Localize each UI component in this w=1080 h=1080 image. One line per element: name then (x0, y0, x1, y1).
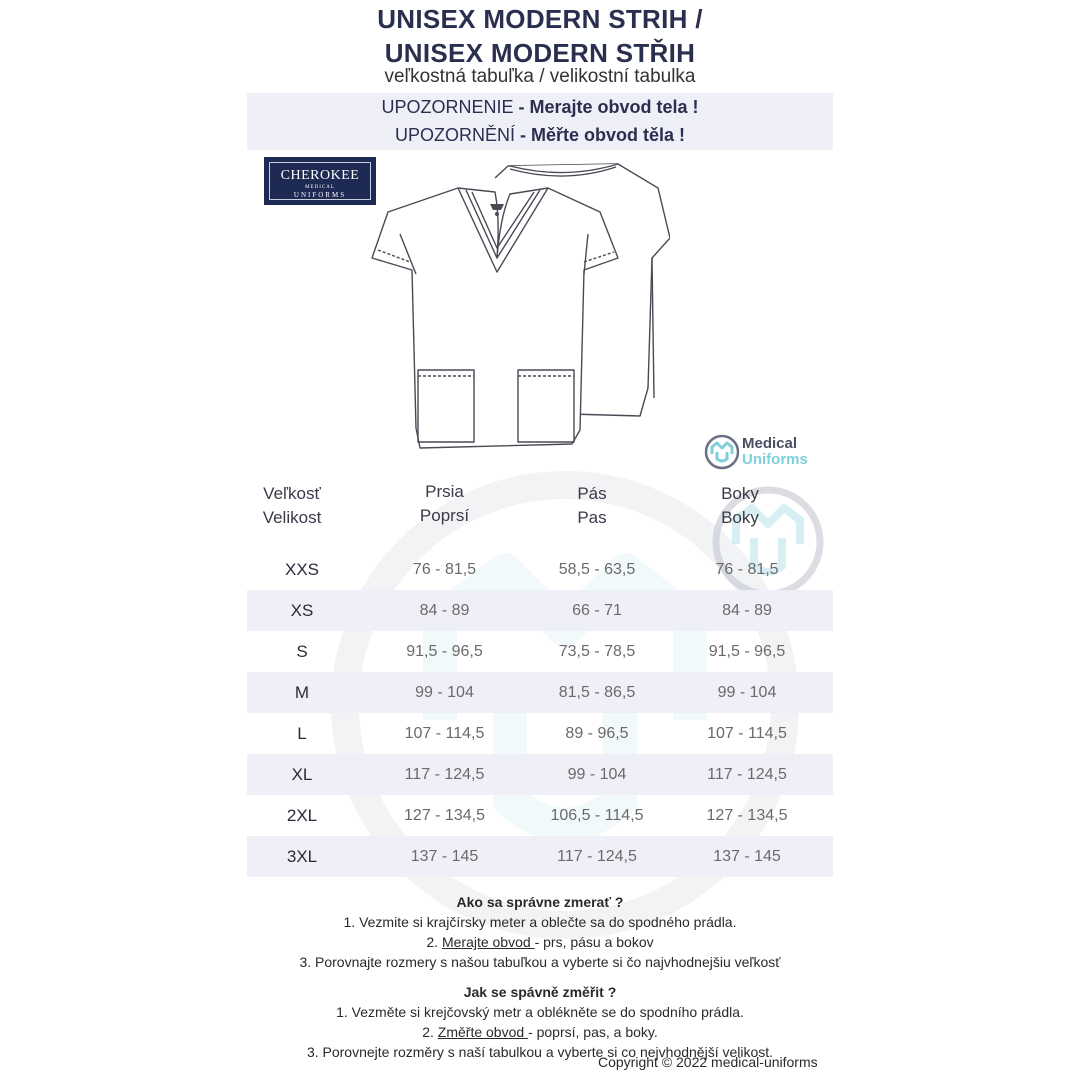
cell-size: M (294, 683, 310, 702)
header-size-cz: Velikost (262, 508, 322, 527)
warning-sk (247, 93, 833, 121)
size-table (247, 549, 833, 877)
copyright-text: Copyright © 2022 medical-uniforms (598, 1054, 818, 1070)
header-size (227, 482, 357, 530)
page-subtitle: veľkostná tabuľka / velikostní tabulka (384, 66, 696, 87)
table-row (247, 754, 833, 795)
howto-cz-step2-prefix: 2. (422, 1024, 438, 1040)
header-hips-cz: Boky (721, 508, 759, 527)
header-waist-sk: Pás (577, 484, 607, 503)
cell-size: L (297, 724, 307, 743)
header-hips-sk: Boky (721, 484, 759, 503)
brand-sub-uniforms: UNIFORMS (293, 191, 347, 199)
brand-name: CHEROKEE (280, 168, 360, 183)
warning-sk-text: - Merajte obvod tela ! (513, 97, 699, 117)
cell-hips: 137 - 145 (713, 848, 781, 865)
header-hips (675, 482, 805, 530)
medical-uniforms-logo-text (742, 436, 808, 468)
warning-cz-text: - Měřte obvod těla ! (515, 125, 686, 145)
cell-waist: 73,5 - 78,5 (558, 643, 636, 660)
howto-sk-step3: 3. Porovnajte rozmery s našou tabuľkou a vyberte si čo najvhodnejšiu veľkosť (299, 954, 781, 970)
cell-size: XS (290, 601, 314, 620)
howto-cz-step2 (0, 1022, 1080, 1042)
size-table-header (247, 480, 833, 540)
cell-chest: 84 - 89 (419, 602, 470, 619)
page-title-line1: UNISEX MODERN STRIH / (377, 4, 703, 34)
howto-cz-step1: 1. Vezměte si krejčovský metr a oblékněte se do spodního prádla. (336, 1004, 744, 1020)
cell-chest: 107 - 114,5 (404, 725, 485, 742)
medical-uniforms-logo-icon (702, 432, 742, 472)
page-title-line2: UNISEX MODERN STŘIH (384, 38, 696, 68)
warning-band (247, 93, 833, 150)
header-chest (377, 480, 512, 528)
header-waist (527, 482, 657, 530)
cell-hips: 99 - 104 (717, 684, 777, 701)
howto-cz-step2-link: Změřte obvod (437, 1024, 529, 1040)
cell-chest: 127 - 134,5 (404, 807, 485, 824)
cell-waist: 66 - 71 (572, 602, 622, 619)
logo-line2: Uniforms (742, 451, 808, 468)
howto-cz-heading: Jak se spávně změřit ? (463, 984, 617, 1000)
howto-cz (0, 982, 1080, 1062)
logo-line1: Medical (742, 435, 798, 452)
table-row (247, 713, 833, 754)
header-size-sk: Veľkosť (263, 484, 321, 503)
cell-size: XL (291, 765, 313, 784)
table-row (247, 672, 833, 713)
table-row (247, 590, 833, 631)
cell-hips: 107 - 114,5 (707, 725, 787, 742)
howto-sk-heading: Ako sa správne zmerať ? (456, 894, 624, 910)
scrub-top-illustration (360, 158, 670, 450)
header-waist-cz: Pas (577, 508, 607, 527)
table-row (247, 549, 833, 590)
cell-waist: 81,5 - 86,5 (558, 684, 636, 701)
cell-chest: 137 - 145 (410, 848, 479, 865)
howto-cz-step3: 3. Porovnejte rozměry s naší tabulkou a vyberte si co nejvhodnější velikost. (306, 1044, 774, 1060)
cell-size: 2XL (286, 806, 318, 825)
cell-hips: 84 - 89 (722, 602, 772, 619)
cell-waist: 58,5 - 63,5 (558, 561, 636, 578)
howto-sk-step2-link: Merajte obvod (441, 934, 535, 950)
cell-waist: 89 - 96,5 (565, 725, 629, 742)
cell-waist: 99 - 104 (567, 766, 627, 783)
howto-sk-step2 (0, 932, 1080, 952)
warning-cz-label: UPOZORNĚNÍ (394, 125, 515, 145)
cell-hips: 76 - 81,5 (715, 561, 779, 578)
cell-chest: 91,5 - 96,5 (406, 643, 483, 660)
cell-waist: 106,5 - 114,5 (550, 807, 644, 824)
cell-chest: 99 - 104 (415, 684, 474, 701)
cell-size: 3XL (286, 847, 318, 866)
warning-sk-label: UPOZORNENIE (381, 97, 514, 117)
cell-hips: 127 - 134,5 (706, 807, 788, 824)
table-row (247, 795, 833, 836)
howto-sk-step2-rest: - prs, pásu a bokov (534, 934, 654, 950)
table-row (247, 631, 833, 672)
cell-chest: 117 - 124,5 (404, 766, 485, 783)
header-chest-sk: Prsia (425, 482, 464, 501)
howto-sk-step2-prefix: 2. (426, 934, 442, 950)
cell-size: S (296, 642, 308, 661)
cell-size: XXS (284, 560, 320, 579)
cell-chest: 76 - 81,5 (412, 561, 477, 578)
brand-sub-medical: MEDICAL (305, 185, 335, 190)
warning-cz (247, 121, 833, 149)
table-row (247, 836, 833, 877)
howto-sk-step1: 1. Vezmite si krajčírsky meter a oblečte sa do spodného prádla. (343, 914, 737, 930)
cell-hips: 91,5 - 96,5 (708, 643, 786, 660)
cell-waist: 117 - 124,5 (557, 848, 637, 865)
howto-sk (0, 892, 1080, 972)
cell-hips: 117 - 124,5 (707, 766, 787, 783)
header-chest-cz: Poprsí (419, 506, 470, 525)
howto-cz-step2-rest: - poprsí, pas, a boky. (528, 1024, 658, 1040)
